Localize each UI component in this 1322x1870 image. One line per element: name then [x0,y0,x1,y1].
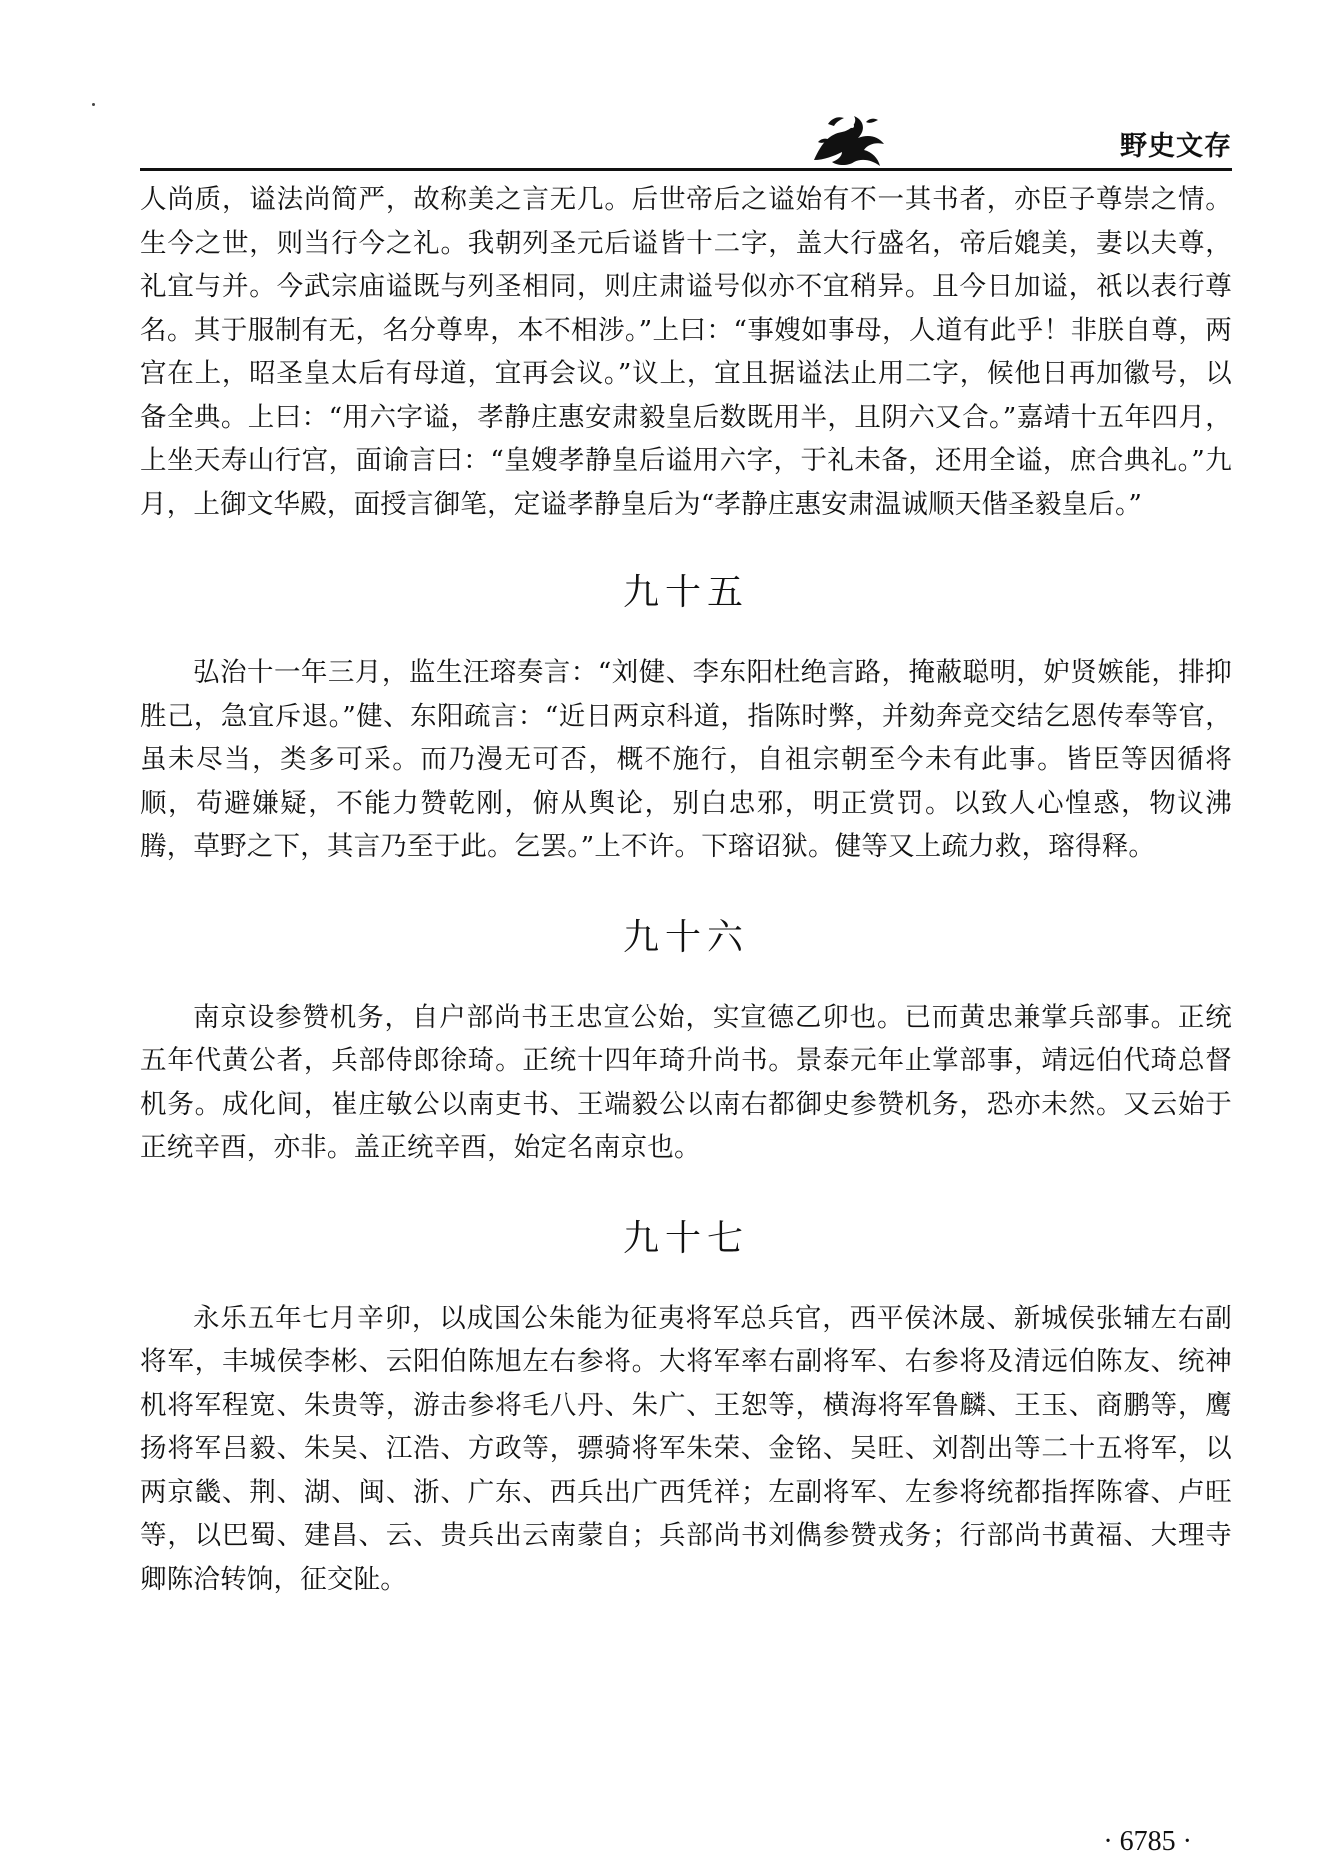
paragraph: 弘治十一年三月，监生汪瑢奏言：“刘健、李东阳杜绝言路，掩蔽聪明，妒贤嫉能，排抑胜己，急宜斥退。”健、东阳疏言：“近日两京科道，指陈时弊，并劾奔竞交结乞恩传奉等官，虽未尽当，类多可采。而乃漫无可否，概不施行，自祖宗朝至今未有此事。皆臣等因循将顺，苟避嫌疑，不能力赞乾刚，俯从舆论，别白忠邪，明正赏罚。以致人心惶惑，物议沸腾，草野之下，其言乃至于此。乞罢。”上不许。下瑢诏狱。健等又上疏力救，瑢得释。 [140,657,1232,862]
section-heading: 九十七 [622,1217,749,1259]
paragraph: 南京设参赞机务，自户部尚书王忠宣公始，实宣德乙卯也。已而黄忠兼掌兵部事。正统五年代黄公者，兵部侍郎徐琦。正统十四年琦升尚书。景泰元年止掌部事，靖远伯代琦总督机务。成化间，崔庄敏公以南吏书、王端毅公以南右都御史参赞机务，恐亦未然。又云始于正统辛酉，亦非。盖正统辛酉，始定名南京也。 [140,1001,1232,1163]
dragon-icon [808,112,888,170]
section-heading: 九十六 [622,916,749,958]
header-rule [140,168,1232,171]
page-number: · 6785 · [1103,1826,1192,1857]
section-heading: 九十五 [622,572,749,613]
main-content [140,178,1232,1601]
header-title: 野史文存 [1120,131,1232,162]
paragraph: 人尚质，谥法尚简严，故称美之言无几。后世帝后之谥始有不一其书者，亦臣子尊崇之情。生今之世，则当行今之礼。我朝列圣元后谥皆十二字，盖大行盛名，帝后媲美，妻以夫尊，礼宜与并。今武宗庙谥既与列圣相同，则庄肃谥号似亦不宜稍异。且今日加谥，祇以表行尊名。其于服制有无，名分尊卑，本不相涉。”上曰：“事嫂如事母，人道有此乎！非朕自尊，两宫在上，昭圣皇太后有母道，宜再会议。”议上，宜且据谥法止用二字，候他日再加徽号，以备全典。上曰：“用六字谥，孝静庄惠安肃毅皇后数既用半，且阴六又合。”嘉靖十五年四月，上坐天寿山行宫，面谕言曰：“皇嫂孝静皇后谥用六字，于礼未备，还用全谥，庶合典礼。”九月，上御文华殿，面授言御笔，定谥孝静皇后为“孝静庄惠安肃温诚顺天偕圣毅皇后。” [140,184,1232,520]
paragraph: 永乐五年七月辛卯，以成国公朱能为征夷将军总兵官，西平侯沐晟、新城侯张辅左右副将军，丰城侯李彬、云阳伯陈旭左右参将。大将军率右副将军、右参将及清远伯陈友、统神机将军程宽、朱贵等，游击参将毛八丹、朱广、王恕等，横海将军鲁麟、王玉、商鹏等，鹰扬将军吕毅、朱吴、江浩、方政等，骠骑将军朱荣、金铭、吴旺、刘剳出等二十五将军，以两京畿、荆、湖、闽、浙、广东、西兵出广西凭祥；左副将军、左参将统都指挥陈睿、卢旺等，以巴蜀、建昌、云、贵兵出云南蒙自；兵部尚书刘儁参赞戎务；行部尚书黄福、大理寺卿陈洽转饷，征交阯。 [140,1302,1232,1595]
stray-dot [92,103,95,106]
running-header [140,112,1232,172]
